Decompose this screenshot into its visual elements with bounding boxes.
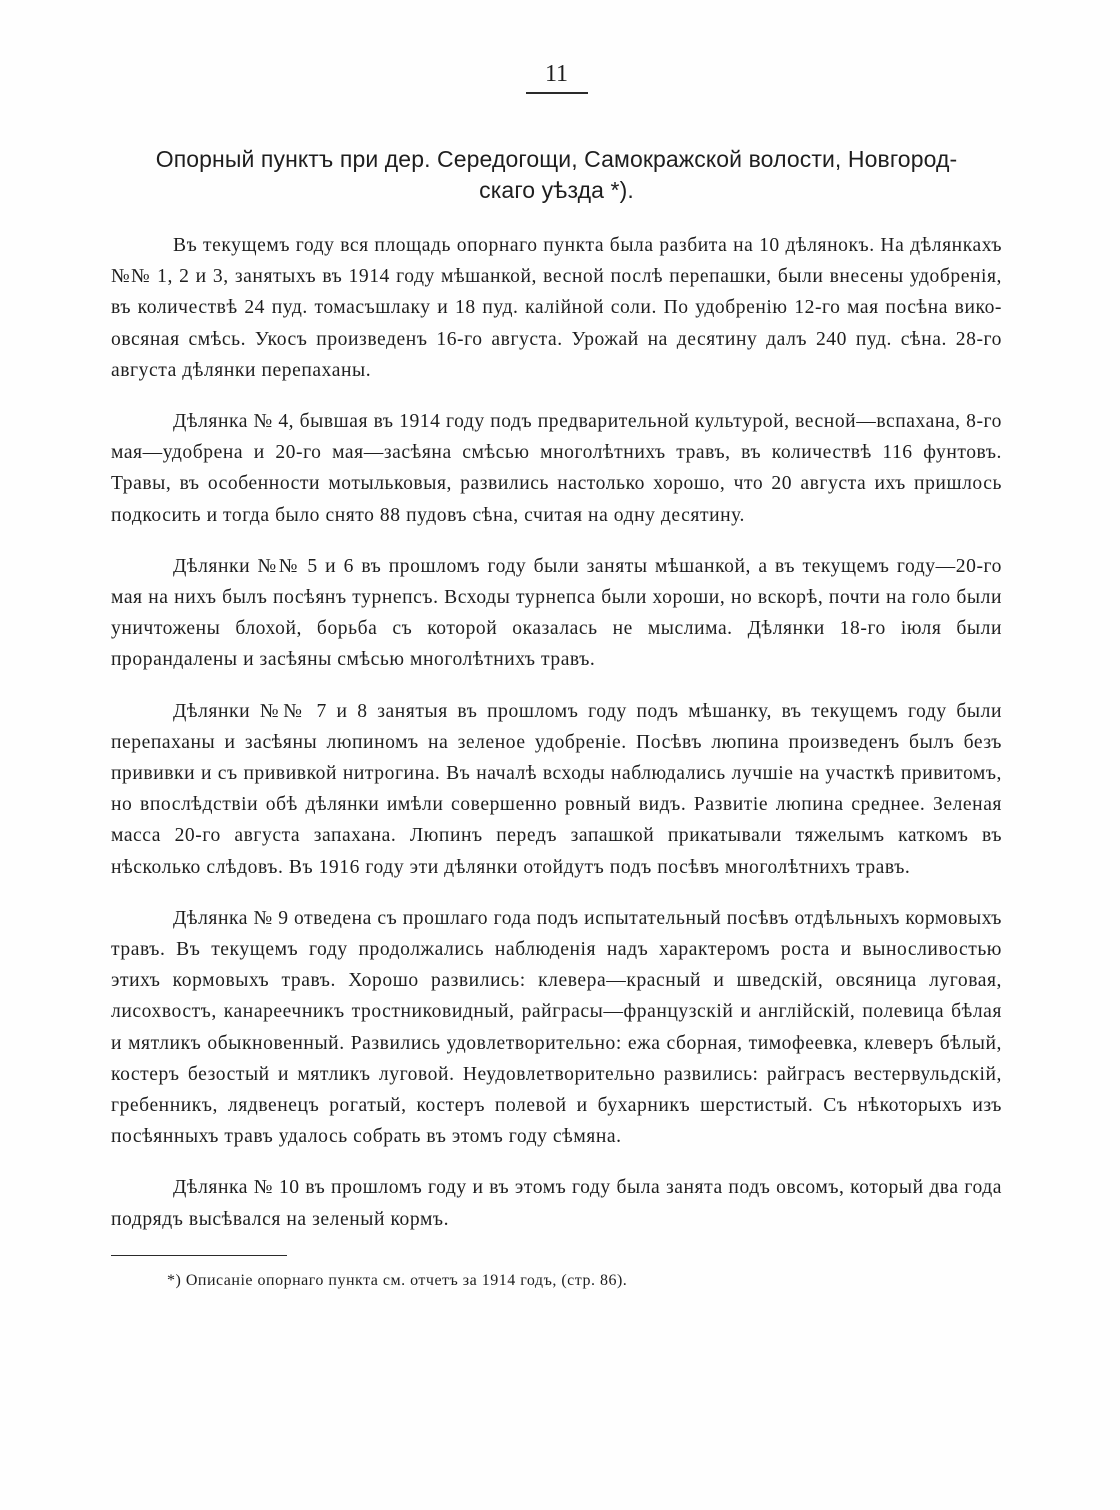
page-number: 11 xyxy=(544,61,569,87)
paragraph-plots-7-8: Дѣлянки №№ 7 и 8 занятыя въ прошломъ году подъ мѣшанку, въ текущемъ году были перепаханы и засѣяны люпиномъ на зеленое удобреніе. Посѣвъ люпина произведенъ былъ безъ прививки и съ прививкой нитрогина. Въ началѣ всходы наблюдались лучшіе на участкѣ привитомъ, но впослѣдствіи обѣ дѣлянки имѣли совершенно ровный видъ. Развитіе люпина среднее. Зеленая масса 20-го августа запахана. Люпинъ передъ запашкой прикатывали тяжелымъ каткомъ въ нѣсколько слѣдовъ. Въ 1916 году эти дѣлянки отойдутъ подъ посѣвъ многолѣтнихъ травъ. xyxy=(111,700,1002,878)
paragraph-plots-1-3: Въ текущемъ году вся площадь опорнаго пункта была разбита на 10 дѣлянокъ. На дѣлянкахъ №№ 1, 2 и 3, занятыхъ въ 1914 году мѣшанкой, весной послѣ перепашки, были внесены удобренія, въ количествѣ 24 пуд. томасъшлаку и 18 пуд. калійной соли. По удобренію 12-го мая посѣна вико-овсяная смѣсь. Укосъ произведенъ 16-го августа. Урожай на десятину далъ 240 пуд. сѣна. 28-го августа дѣлянки перепаханы. xyxy=(111,235,1002,381)
paragraph-plot-4: Дѣлянка № 4, бывшая въ 1914 году подъ предварительной культурой, весной—вспахана, 8-го мая—удобрена и 20-го мая—засѣяна смѣсью многолѣтнихъ травъ, въ количествѣ 116 фунтовъ. Травы, въ особенности мотыльковыя, развились настолько хорошо, что 20 августа ихъ пришлось подкосить и тогда было снято 88 пудовъ сѣна, считая на одну десятину. xyxy=(111,411,1002,526)
paragraph-plot-10: Дѣлянка № 10 въ прошломъ году и въ этомъ году была занята подъ овсомъ, который два года подрядъ высѣвался на зеленый кормъ. xyxy=(111,1177,1002,1230)
body-text xyxy=(111,230,1002,1235)
paragraph-plot-9: Дѣлянка № 9 отведена съ прошлаго года подъ испытательный посѣвъ отдѣльныхъ кормовыхъ травъ. Въ текущемъ году продолжались наблюденія надъ характеромъ роста и выносливостью этихъ кормовыхъ травъ. Хорошо развились: клевера—красный и шведскій, овсяница луговая, лисохвостъ, канареечникъ тростниковидный, райграсы—французскій и англійскій, полевица бѣлая и мятликъ обыкновенный. Развились удовлетворительно: ежа сборная, тимофеевка, клеверъ бѣлый, костеръ безостый и мятликъ луговой. Неудовлетворительно развились: райграсъ вестервульдскій, гребенникъ, лядвенецъ рогатый, костеръ полевой и бухарникъ шерстистый. Съ нѣкоторыхъ изъ посѣянныхъ травъ удалось собрать въ этомъ году сѣмяна. xyxy=(111,907,1002,1148)
paragraph-plots-5-6: Дѣлянки №№ 5 и 6 въ прошломъ году были заняты мѣшанкой, а въ текущемъ году—20-го мая на нихъ былъ посѣянъ турнепсъ. Всходы турнепса были хороши, но вскорѣ, почти на голо были уничтожены блохой, борьба съ которой оказалась не мыслима. Дѣлянки 18-го іюля были прорандалены и засѣяны смѣсью многолѣтнихъ травъ. xyxy=(111,555,1002,671)
footnote-divider xyxy=(111,1255,287,1256)
section-title xyxy=(111,144,1002,206)
section-title-line-2: скаго уѣзда *). xyxy=(479,177,634,203)
section-title-line-1: Опорный пунктъ при дер. Середогощи, Самокражской волости, Новгород- xyxy=(155,146,958,172)
footnote: *) Описаніе опорнаго пункта см. отчетъ за 1914 годъ, (стр. 86). xyxy=(167,1271,628,1289)
page-number-underline xyxy=(526,92,588,94)
